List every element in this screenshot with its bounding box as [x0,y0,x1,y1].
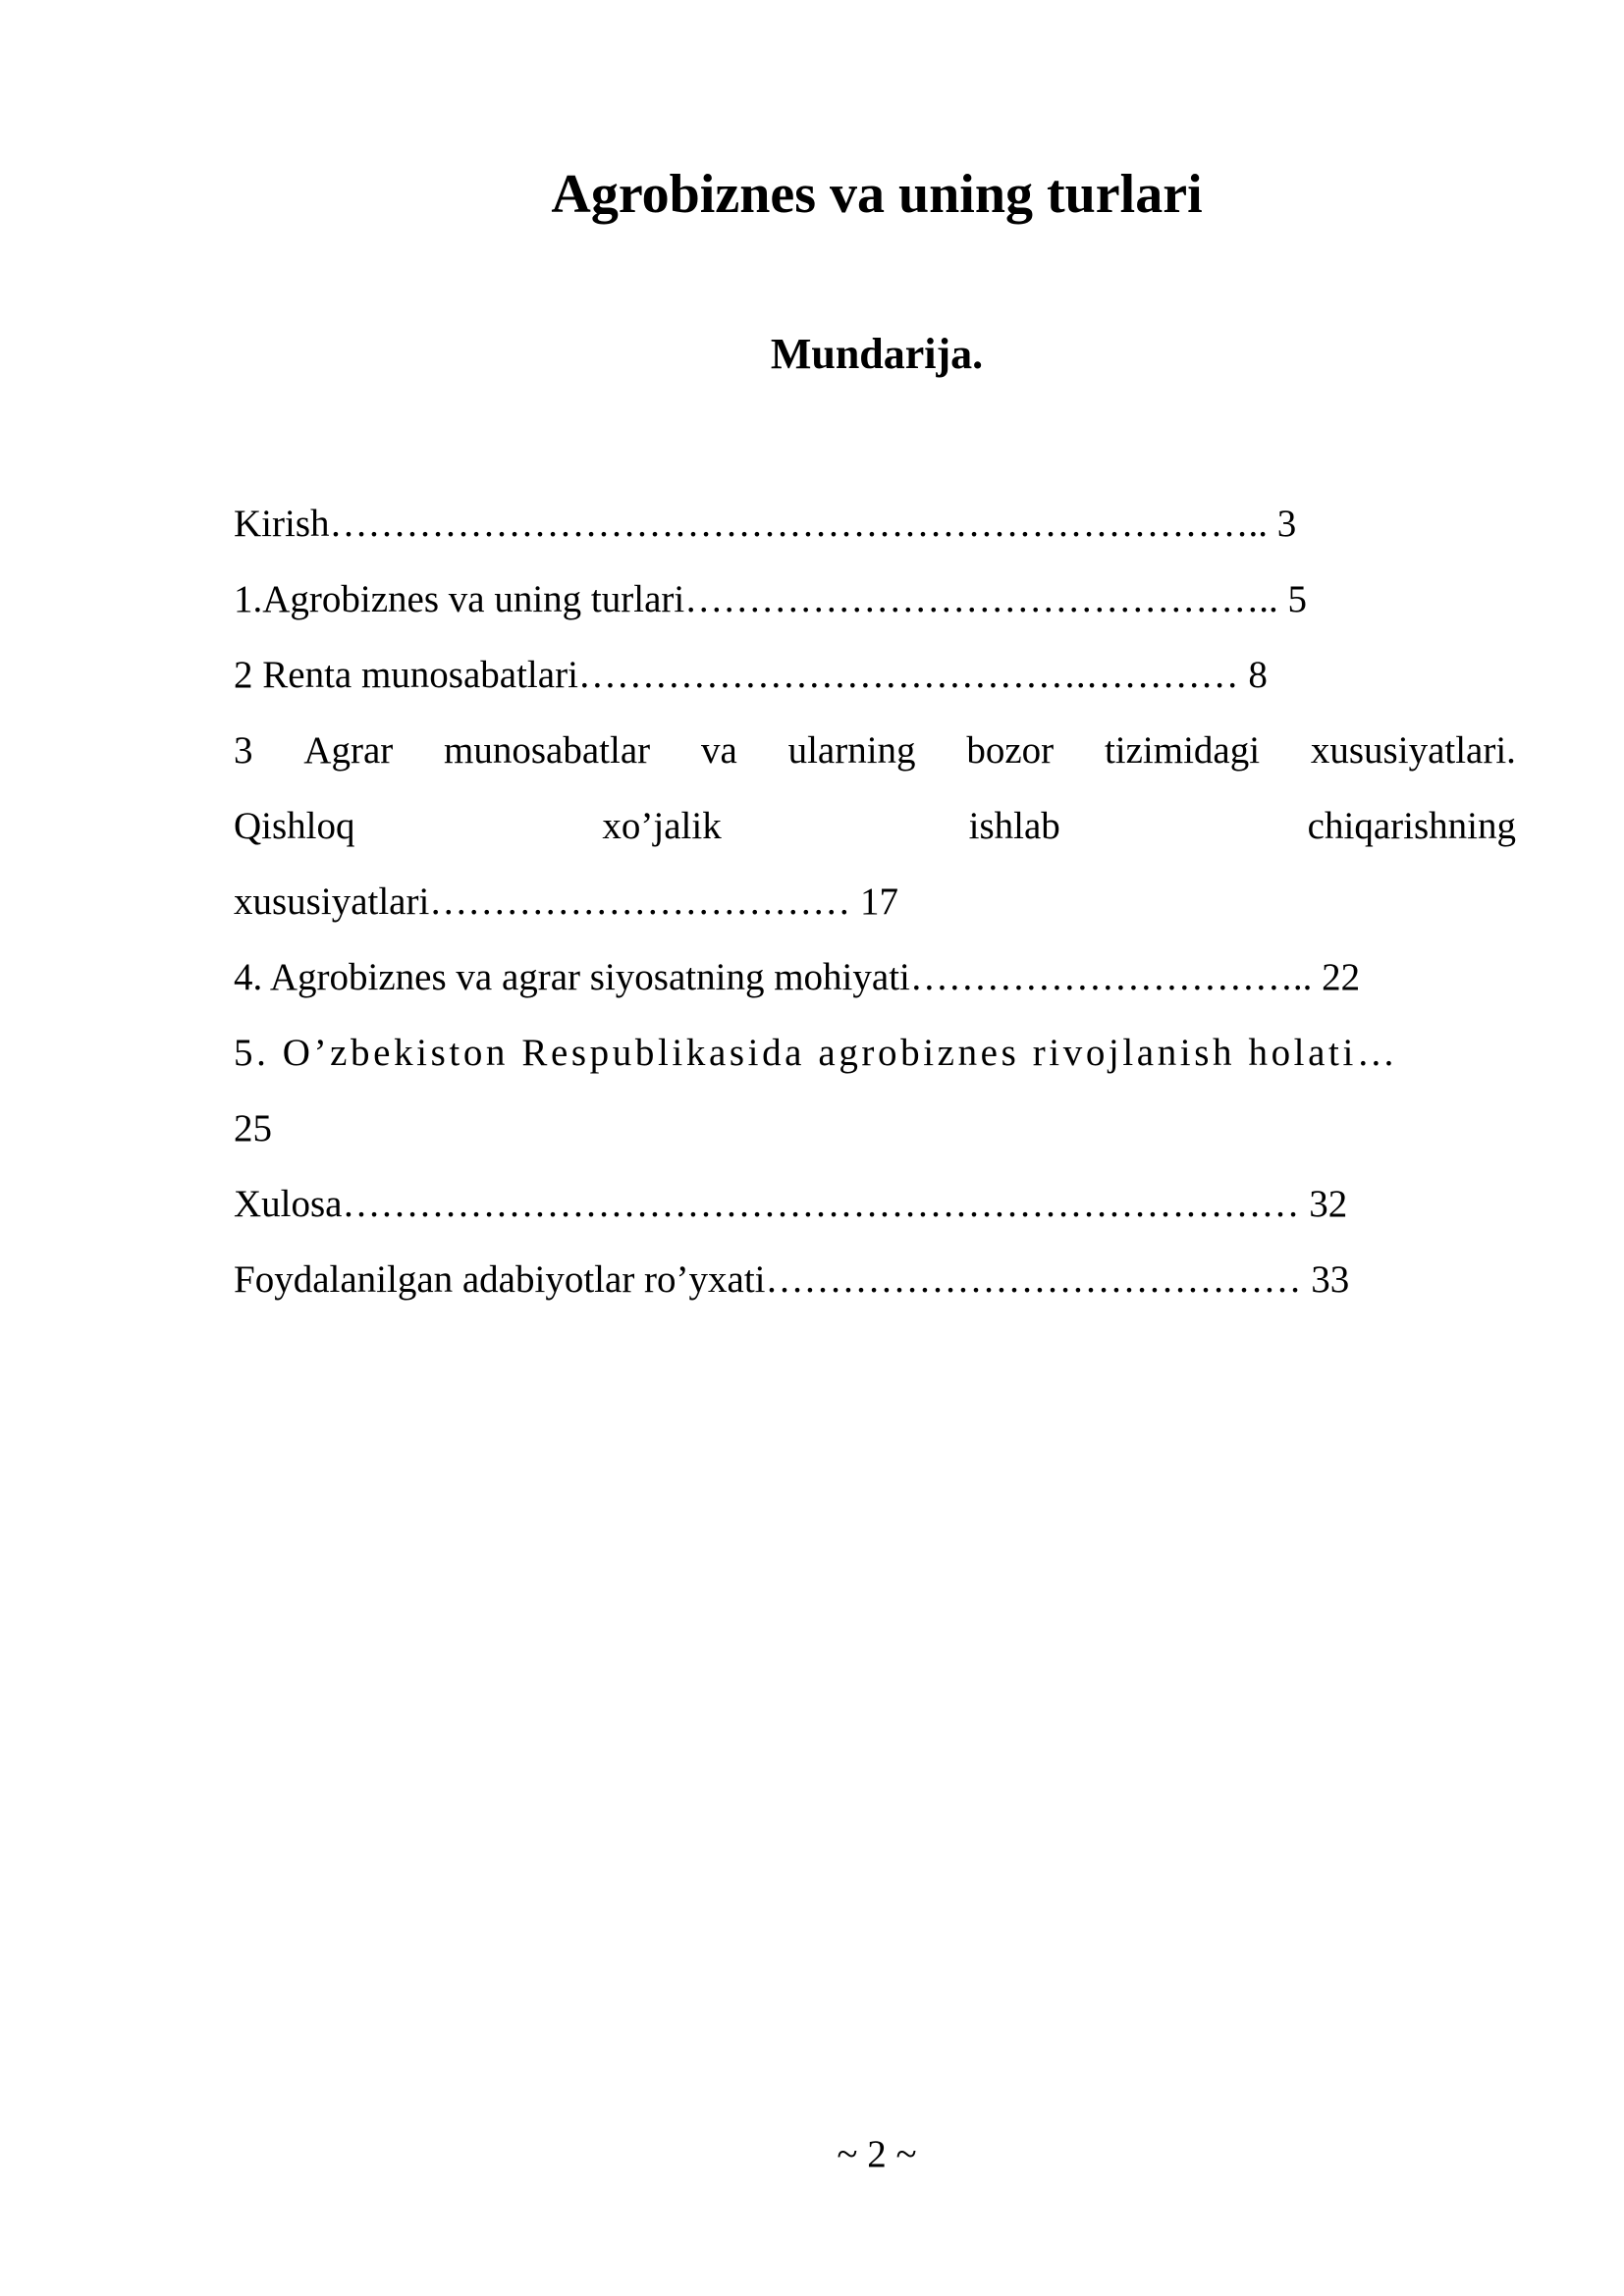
toc-entry-chapter-1: 1.Agrobiznes va uning turlari……………………………………….. 5 [234,578,1307,620]
toc-word: munosabatlar [444,729,651,772]
table-of-contents [234,486,1516,1317]
toc-word: ularning [787,729,916,772]
toc-entry-chapter-5-line-1: 5. O’zbekiston Respublikasida agrobiznes rivojlanish holati… [234,1032,1399,1074]
page-number: ~ 2 ~ [837,2133,917,2175]
toc-word: va [700,729,737,772]
toc-entry-chapter-3-line-1 [234,713,1516,788]
toc-word: xo’jalik [602,805,722,847]
toc-entry-chapter-5-line-2: 25 [234,1107,272,1149]
toc-entry-references: Foydalanilgan adabiyotlar ro’yxati…………………………………… 33 [234,1258,1350,1301]
toc-word: ishlab [968,805,1060,847]
toc-word: Agrar [303,729,394,772]
toc-entry-conclusion: Xulosa………………………………………………………………… 32 [234,1183,1348,1225]
toc-entry-introduction: Kirish……………………………………………………………….. 3 [234,503,1297,545]
toc-word: chiqarishning [1307,805,1516,847]
toc-heading: Mundarija. [770,330,984,378]
toc-entry-chapter-2: 2 Renta munosabatlari………………………………….………… 8 [234,654,1268,696]
document-title: Agrobiznes va uning turlari [551,164,1203,225]
toc-entry-chapter-3-line-2 [234,788,1516,864]
toc-word: 3 [234,729,253,772]
toc-word: bozor [966,729,1055,772]
toc-word: Qishloq [234,805,355,847]
toc-word: tizimidagi [1104,729,1261,772]
toc-entry-chapter-3-line-3: xususiyatlari…………………………… 17 [234,881,899,923]
toc-entry-chapter-4: 4. Agrobiznes va agrar siyosatning mohiyati………………………….. 22 [234,956,1361,998]
toc-word: xususiyatlari. [1310,729,1516,772]
